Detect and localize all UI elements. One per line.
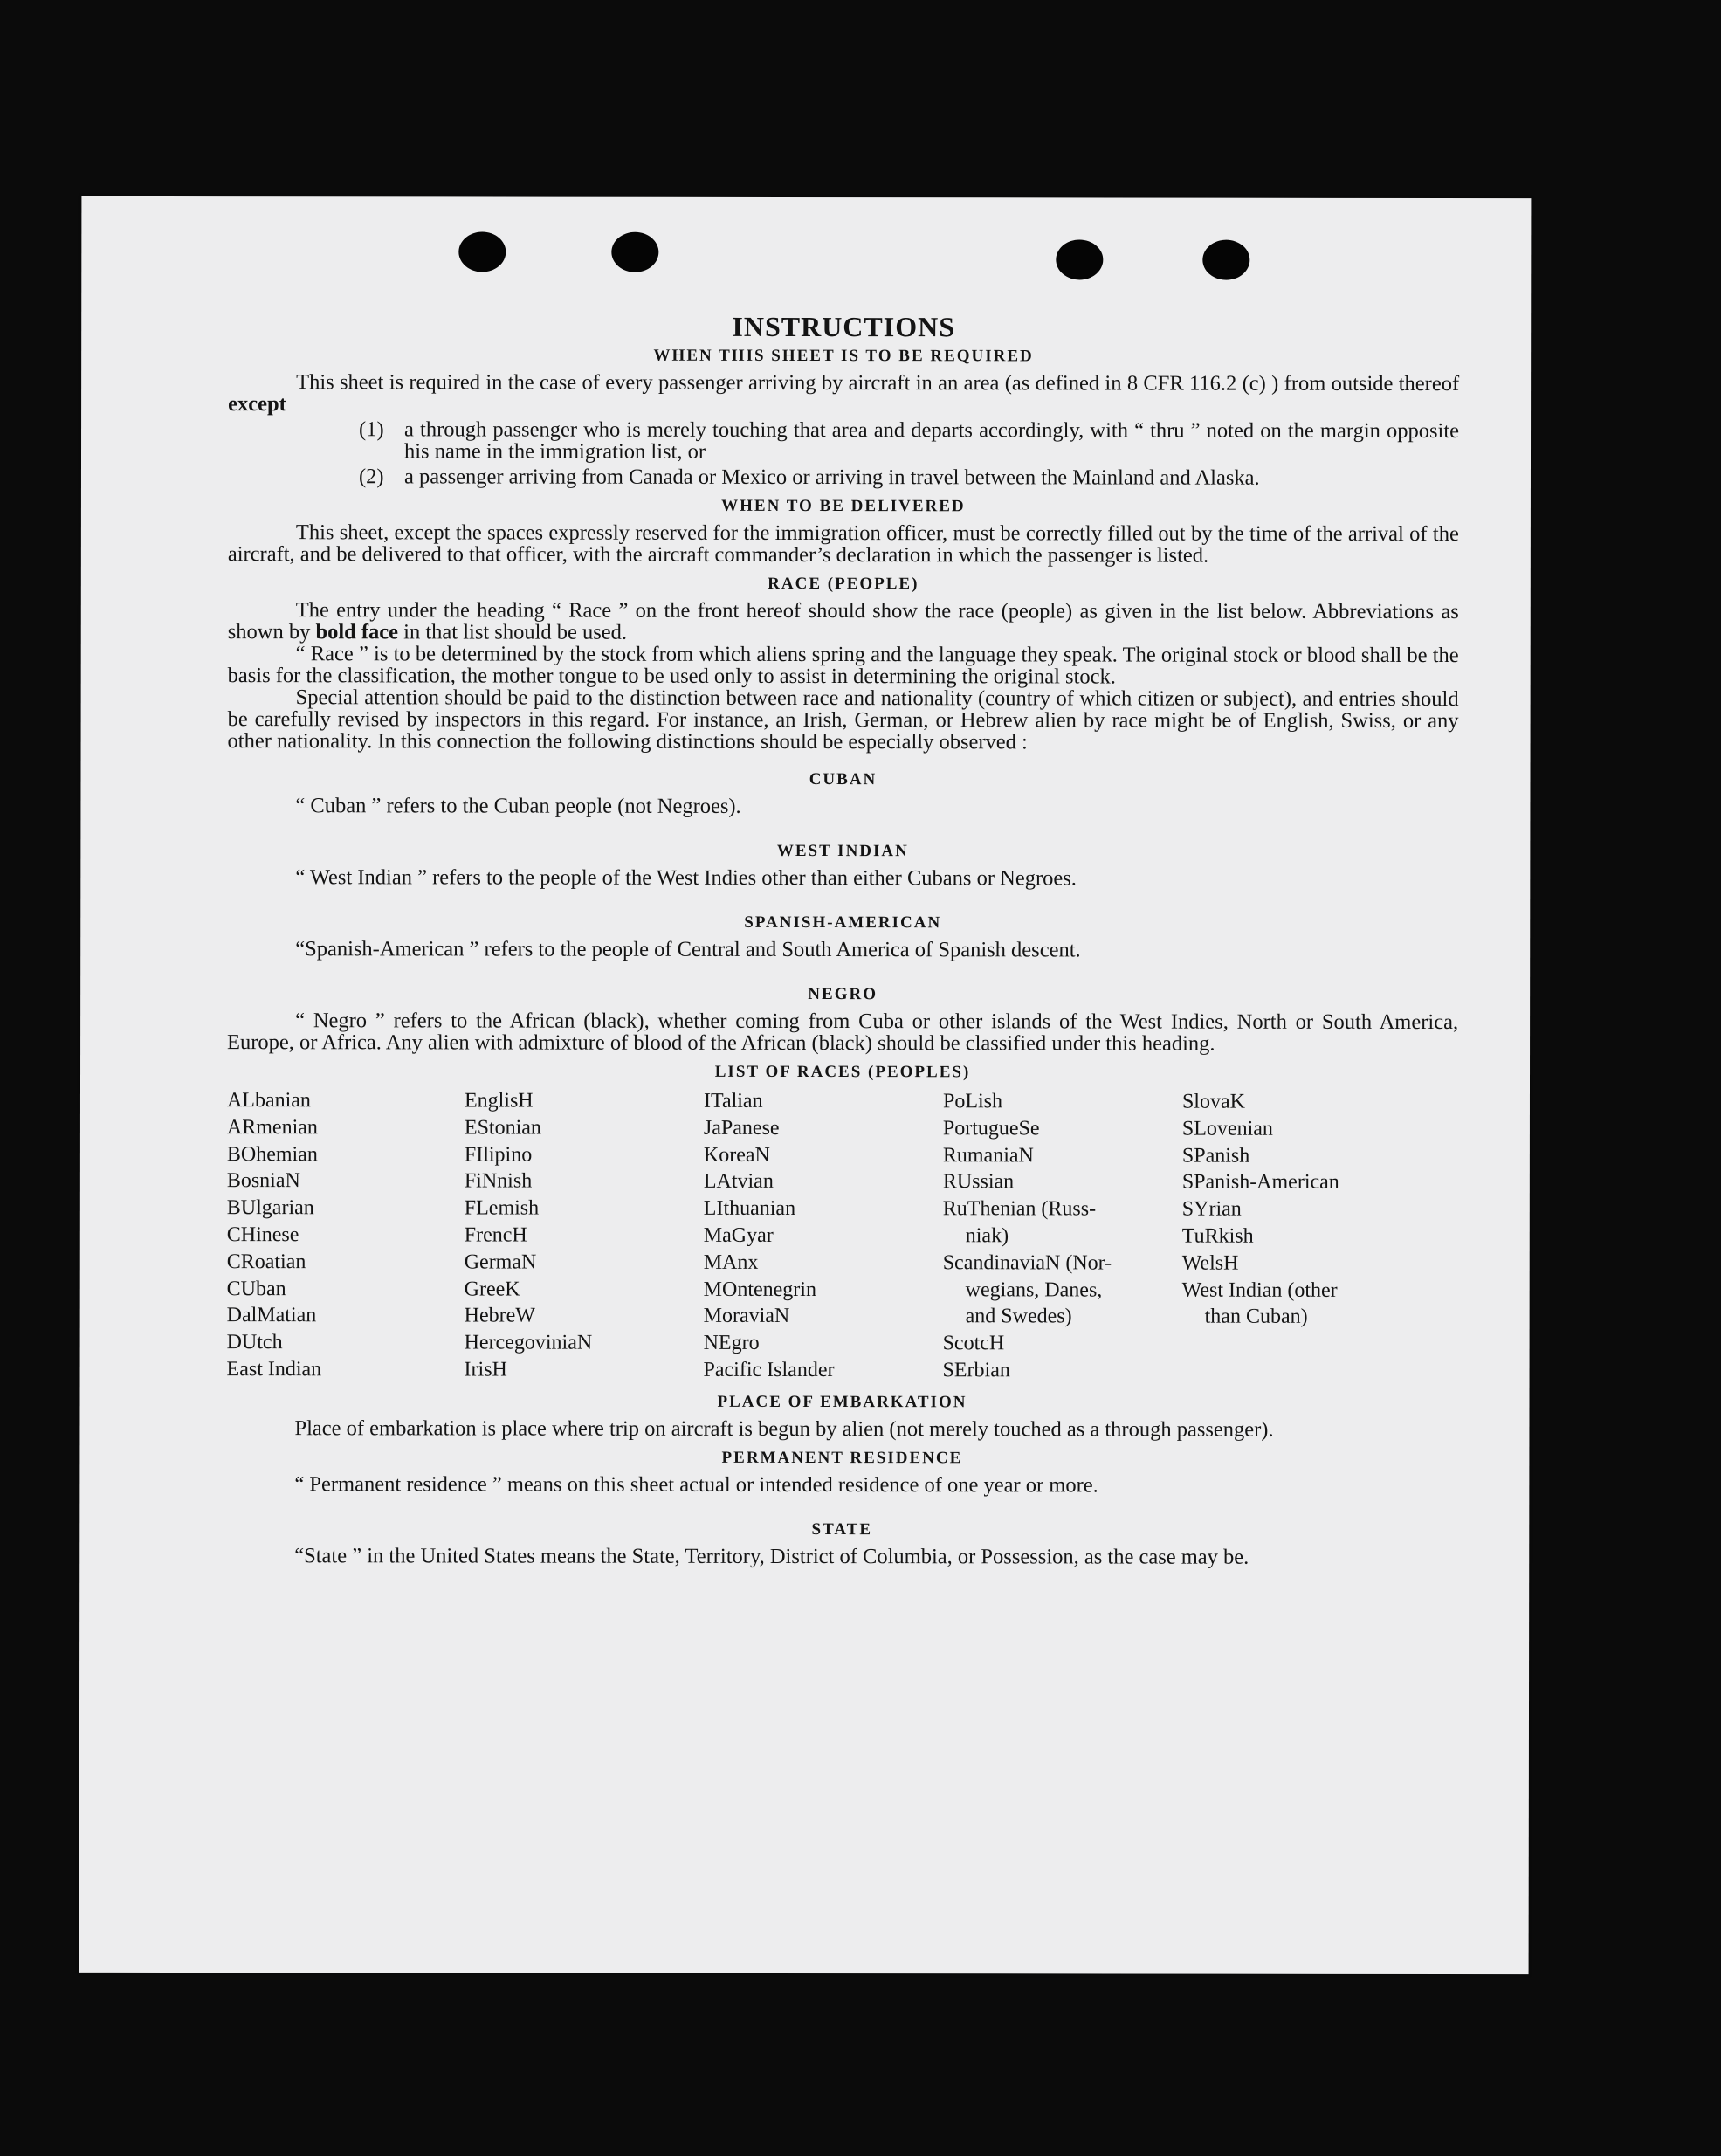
- race-entry: DUtch: [226, 1331, 283, 1354]
- races-column: [1182, 1089, 1458, 1385]
- race-entry: CUban: [226, 1277, 286, 1300]
- race-entry: ITalian: [703, 1089, 763, 1112]
- race-entry: WelsH: [1181, 1251, 1239, 1275]
- race-entry: JaPanese: [703, 1116, 780, 1140]
- race-entry: wegians, Danes,: [965, 1278, 1103, 1302]
- race-entry: SLovenian: [1181, 1117, 1273, 1140]
- race-entry: ScotcH: [942, 1332, 1005, 1355]
- race-entry: FLemish: [464, 1196, 540, 1220]
- race-entry: ALbanian: [226, 1089, 311, 1112]
- instructions-content: [226, 310, 1460, 1569]
- races-column: [704, 1088, 943, 1384]
- race-entry: SPanish: [1181, 1144, 1250, 1168]
- race-entry: MOntenegrin: [703, 1278, 817, 1301]
- heading-list-of-races: LIST OF RACES (PEOPLES): [714, 1062, 971, 1082]
- heading-negro: NEGRO: [808, 985, 878, 1004]
- race-entry: niak): [965, 1224, 1009, 1248]
- races-column: [943, 1088, 1182, 1384]
- race-entry: KoreaN: [703, 1143, 770, 1167]
- race-entry: ARmenian: [226, 1115, 318, 1140]
- race-entry: SPanish-American: [1181, 1170, 1339, 1195]
- paragraph-negro: “ Negro ” refers to the African (black), whether coming from Cuba or other islands of the West Indies, North or South America, Europe, or Africa. Any alien with admixture of blood of the African (black) should be classified under this heading.: [227, 1009, 1459, 1056]
- heading-cuban: CUBAN: [809, 770, 878, 789]
- race-entry: East Indian: [226, 1358, 322, 1381]
- race-entry: NEgro: [703, 1332, 760, 1355]
- race-entry: GermaN: [464, 1250, 537, 1274]
- race-entry: EStonian: [464, 1116, 541, 1140]
- paragraph-permanent-residence: “ Permanent residence ” means on this sheet actual or intended residence of one year or more.: [294, 1471, 1098, 1498]
- paragraph-race-1: The entry under the heading “ Race ” on the front hereof should show the race (people) as given in the list below. Abbreviations as shown by bold face in that list should be used.: [227, 598, 1459, 644]
- race-entry: ScandinaviaN (Nor-: [942, 1251, 1112, 1275]
- race-entry: FrencH: [464, 1223, 527, 1247]
- races-table: [227, 1087, 1458, 1385]
- race-entry: FIlipino: [464, 1143, 533, 1167]
- paragraph-west-indian: “ West Indian ” refers to the people of the West Indies other than either Cubans or Negroes.: [295, 865, 1077, 891]
- heading-when-required: WHEN THIS SHEET IS TO BE REQUIRED: [653, 346, 1034, 366]
- races-column: [227, 1087, 465, 1383]
- race-entry: MoraviaN: [703, 1305, 790, 1328]
- race-entry: RuThenian (Russ-: [942, 1197, 1097, 1221]
- paragraph-race-2: “ Race ” is to be determined by the stock from which aliens spring and the language they speak. The original stock or blood shall be the basis for the classification, the mother tongue to be used only to assist in determining the original stock.: [227, 642, 1459, 689]
- heading-spanish-american: SPANISH-AMERICAN: [744, 913, 942, 933]
- race-entry: BUlgarian: [226, 1196, 314, 1220]
- race-entry: SlovaK: [1181, 1090, 1245, 1113]
- race-entry: than Cuban): [1204, 1305, 1308, 1329]
- heading-when-delivered: WHEN TO BE DELIVERED: [721, 496, 966, 516]
- race-entry: and Swedes): [965, 1305, 1072, 1328]
- race-entry: SYrian: [1181, 1197, 1242, 1221]
- race-entry: DalMatian: [226, 1304, 317, 1327]
- race-entry: CRoatian: [226, 1250, 306, 1273]
- list-item: (1) a through passenger who is merely touching that area and departs accordingly, with “ thru ” noted on the margin opposite his name in the immigration list, or: [359, 417, 1460, 464]
- race-entry: RUssian: [942, 1170, 1015, 1194]
- race-entry: TuRkish: [1181, 1224, 1254, 1248]
- page-title: INSTRUCTIONS: [732, 310, 956, 343]
- race-entry: IrisH: [464, 1358, 507, 1381]
- punch-hole: [458, 231, 506, 272]
- race-entry: MAnx: [703, 1250, 759, 1274]
- race-entry: HercegoviniaN: [464, 1331, 593, 1354]
- race-entry: Pacific Islander: [703, 1358, 835, 1382]
- heading-place-of-embarkation: PLACE OF EMBARKATION: [717, 1392, 967, 1412]
- paragraph-place-of-embarkation: Place of embarkation is place where trip on aircraft is begun by alien (not merely touched as a through passenger).: [294, 1416, 1274, 1442]
- race-entry: PortugueSe: [942, 1117, 1040, 1140]
- punch-hole: [611, 232, 658, 272]
- races-column: [465, 1087, 704, 1383]
- paragraph-spanish-american: “Spanish-American ” refers to the people of Central and South America of Spanish descent.: [295, 937, 1081, 962]
- paragraph-cuban: “ Cuban ” refers to the Cuban people (not Negroes).: [295, 794, 741, 818]
- race-entry: BosniaN: [226, 1169, 300, 1193]
- race-entry: GreeK: [464, 1278, 520, 1301]
- race-entry: FiNnish: [464, 1169, 533, 1193]
- race-entry: BOhemian: [226, 1142, 318, 1166]
- list-item: (2) a passenger arriving from Canada or Mexico or arriving in travel between the Mainland and Alaska.: [358, 465, 1260, 490]
- race-entry: EnglisH: [464, 1089, 534, 1112]
- heading-race: RACE (PEOPLE): [768, 574, 919, 594]
- race-entry: SErbian: [942, 1359, 1010, 1382]
- race-entry: RumaniaN: [942, 1143, 1034, 1167]
- heading-west-indian: WEST INDIAN: [776, 841, 909, 861]
- paragraph-state: “State ” in the United States means the State, Territory, District of Columbia, or Possession, as the case may be.: [294, 1543, 1249, 1569]
- heading-state: STATE: [811, 1519, 873, 1539]
- race-entry: CHinese: [226, 1223, 299, 1247]
- race-entry: LAtvian: [703, 1170, 774, 1194]
- punch-hole: [1056, 239, 1103, 279]
- document-sheet: [79, 196, 1532, 1974]
- punch-hole: [1202, 240, 1249, 280]
- race-entry: West Indian (other: [1181, 1278, 1338, 1302]
- heading-permanent-residence: PERMANENT RESIDENCE: [721, 1448, 963, 1468]
- race-entry: HebreW: [464, 1304, 535, 1327]
- paragraph-when-required: This sheet is required in the case of every passenger arriving by aircraft in an area (as defined in 8 CFR 116.2 (c) ) from outside thereof except: [228, 370, 1460, 417]
- race-entry: MaGyar: [703, 1223, 774, 1247]
- race-entry: PoLish: [942, 1090, 1003, 1113]
- race-entry: LIthuanian: [703, 1197, 796, 1221]
- paragraph-when-delivered: This sheet, except the spaces expressly reserved for the immigration officer, must be correctly filled out by the time of the arrival of the aircraft, and be delivered to that officer, with the aircraft commander’s declaration in which the passenger is listed.: [227, 520, 1459, 568]
- paragraph-race-3: Special attention should be paid to the distinction between race and nationality (country of which citizen or subject), and entries should be carefully revised by inspectors in this regard. For instance, an Irish, German, or Hebrew alien by race might be of English, Swiss, or any other nationality. In this connection the following distinctions should be especially observed :: [227, 685, 1459, 754]
